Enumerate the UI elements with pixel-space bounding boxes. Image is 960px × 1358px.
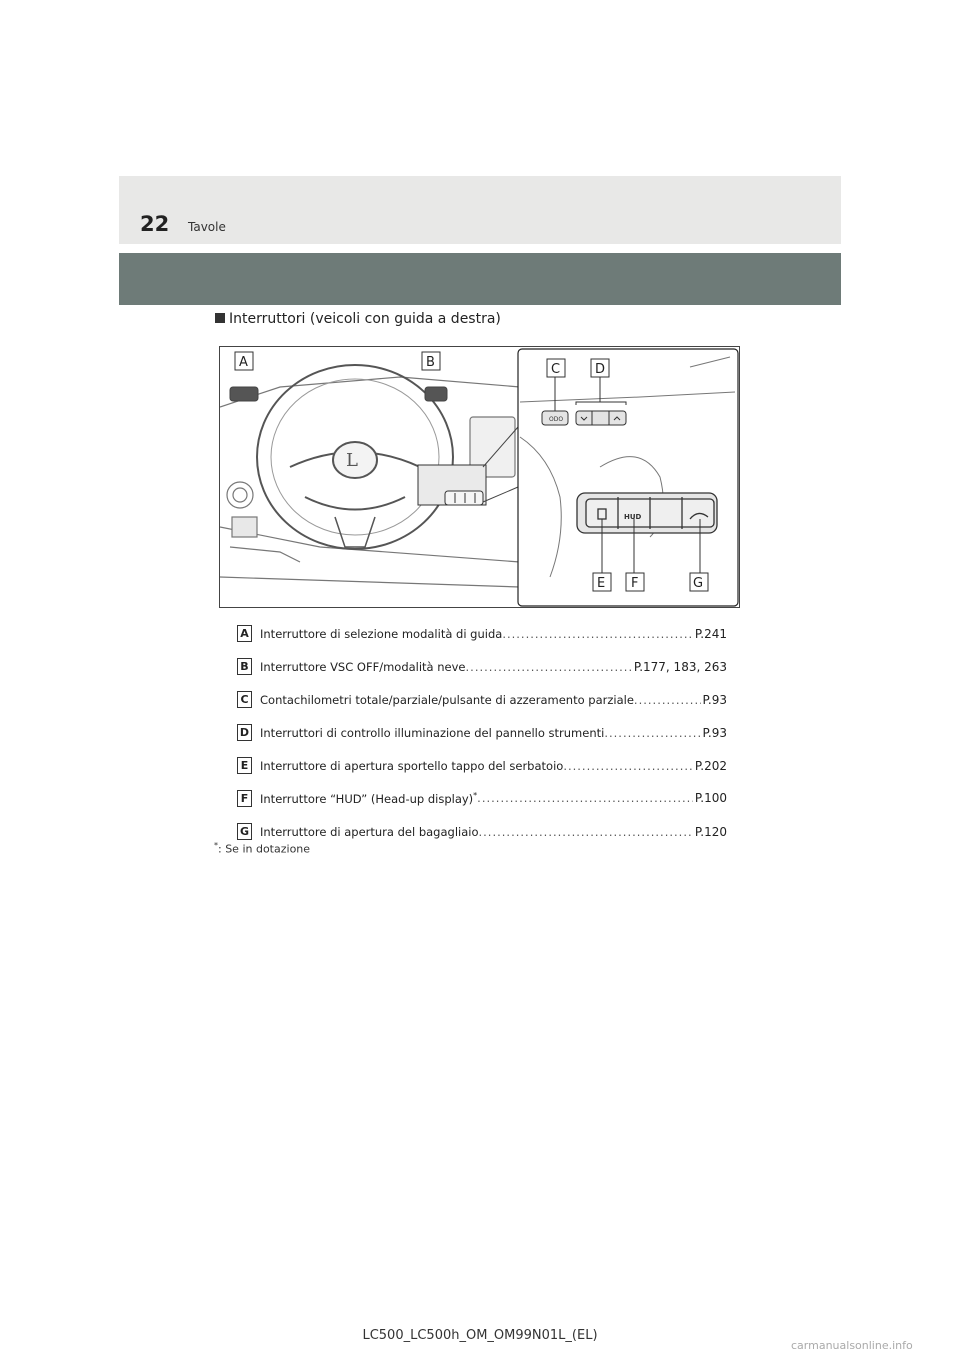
- page-reference: P.93: [702, 692, 727, 707]
- svg-text:L: L: [346, 450, 358, 471]
- page-reference: P.93: [702, 725, 727, 740]
- item-letter: B: [237, 658, 252, 675]
- item-label: Interruttore di apertura del bagagliaio: [260, 824, 479, 839]
- footnote-marker: *: [473, 791, 478, 801]
- stalk-drawing: [230, 387, 447, 401]
- list-item: [237, 782, 727, 815]
- page-number: 22: [140, 212, 170, 236]
- document-code: LC500_LC500h_OM_OM99N01L_(EL): [362, 1328, 598, 1343]
- item-letter: C: [237, 691, 252, 708]
- callout-e: E: [597, 576, 606, 591]
- main-switch-panel: [577, 493, 717, 533]
- page-reference: P.100: [694, 791, 727, 806]
- leader-dots: [477, 791, 693, 806]
- list-item: [237, 650, 727, 683]
- callout-a: A: [239, 355, 248, 370]
- page-reference: P.241: [694, 626, 727, 641]
- item-label: Interruttore “HUD” (Head-up display)*: [260, 791, 478, 806]
- header-band: [119, 176, 841, 244]
- leader-dots: [563, 759, 693, 773]
- svg-text:ODO: ODO: [549, 416, 564, 423]
- page-reference: P.202: [694, 758, 727, 773]
- square-bullet-icon: [215, 313, 225, 323]
- callout-b: B: [426, 355, 435, 370]
- item-letter: D: [237, 724, 252, 741]
- item-label: Contachilometri totale/parziale/pulsante di azzeramento parziale: [260, 692, 634, 707]
- callout-c: C: [551, 362, 561, 377]
- legend-list: [237, 617, 727, 848]
- item-letter: F: [237, 790, 252, 807]
- item-label: Interruttore di selezione modalità di guida: [260, 626, 503, 641]
- header-dark-band: [119, 253, 841, 305]
- section-heading: Interruttori (veicoli con guida a destra): [215, 311, 501, 327]
- hud-panel-label: HUD: [624, 513, 642, 521]
- callout-f: F: [631, 576, 639, 591]
- item-letter: A: [237, 625, 252, 642]
- leader-dots: [634, 693, 701, 707]
- leader-dots: [502, 627, 693, 641]
- watermark: carmanualsonline.info: [791, 1339, 913, 1352]
- footnote: *: Se in dotazione: [214, 841, 311, 856]
- steering-wheel-drawing: [257, 365, 453, 549]
- leader-dots: [478, 825, 692, 839]
- page-reference: P.177, 183, 263: [633, 659, 727, 674]
- list-item: [237, 716, 727, 749]
- odo-trip-button: [542, 411, 568, 425]
- list-item: [237, 683, 727, 716]
- list-item: [237, 749, 727, 782]
- item-letter: G: [237, 823, 252, 840]
- inset-panel: [518, 349, 738, 606]
- list-item: [237, 617, 727, 650]
- callout-g: G: [693, 576, 704, 591]
- page-reference: P.120: [694, 824, 727, 839]
- leader-dots: [466, 660, 632, 674]
- switches-illustration: [219, 346, 740, 608]
- list-item: [237, 815, 727, 848]
- instrument-light-switches: [576, 411, 626, 425]
- item-letter: E: [237, 757, 252, 774]
- item-label: Interruttori di controllo illuminazione del pannello strumenti: [260, 725, 605, 740]
- leader-dots: [604, 726, 700, 740]
- lower-switch-cluster: [418, 465, 486, 505]
- item-label: Interruttore VSC OFF/modalità neve: [260, 659, 466, 674]
- section-title: Tavole: [188, 220, 226, 234]
- item-label: Interruttore di apertura sportello tappo del serbatoio: [260, 758, 564, 773]
- callout-d: D: [595, 362, 606, 377]
